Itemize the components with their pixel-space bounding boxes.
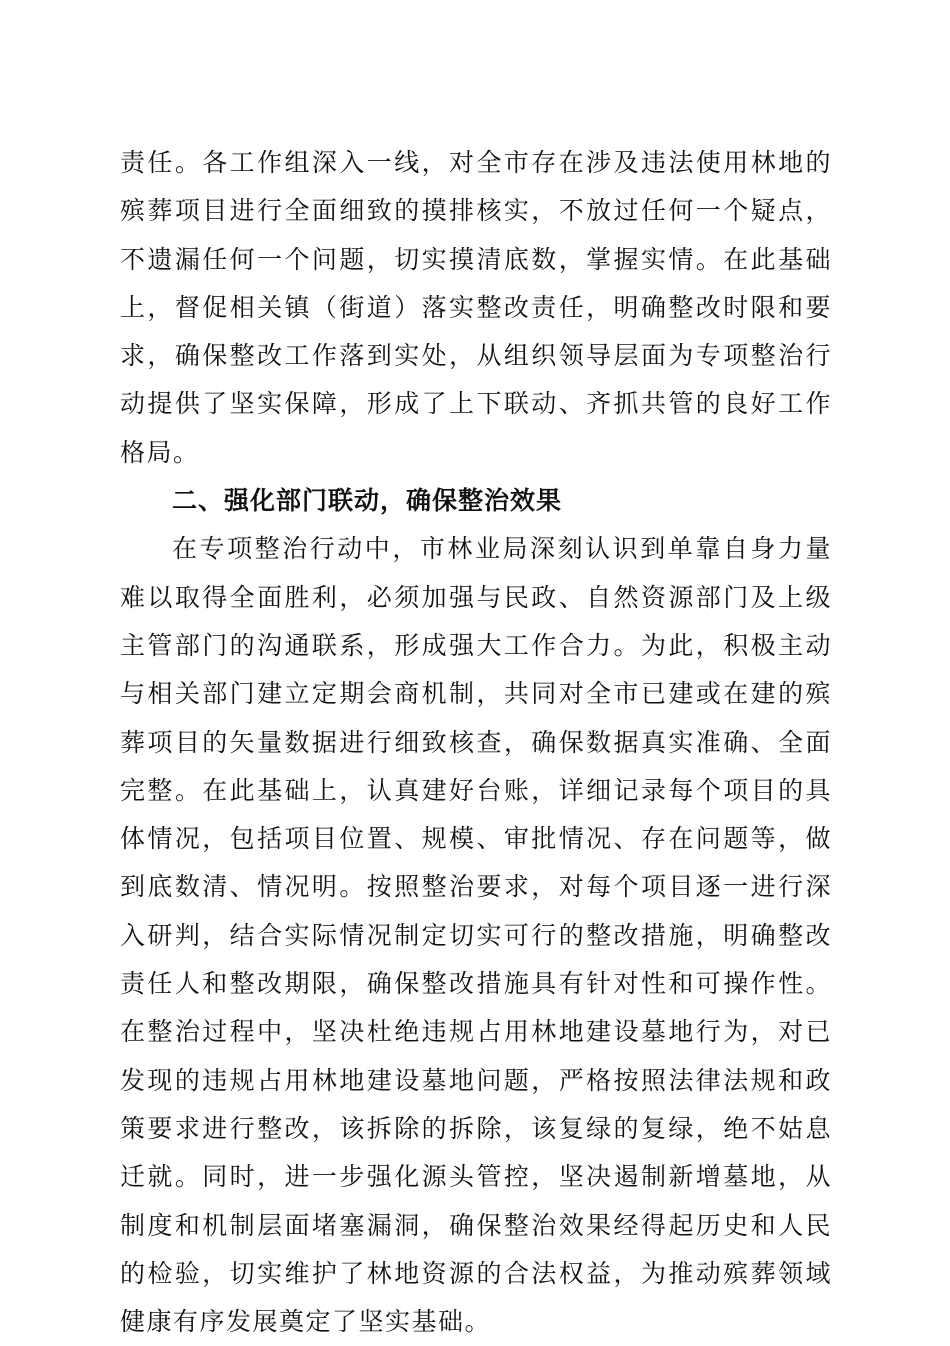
document-body [120,139,832,1346]
section-heading: 二、强化部门联动，确保整治效果 [172,486,563,516]
body-paragraph: 在专项整治行动中，市林业局深刻认识到单靠自身力量难以取得全面胜利，必须加强与民政、自然资源部门及上级主管部门的沟通联系，形成强大工作合力。为此，积极主动与相关部门建立定期会商机制，共同对全市已建或在建的殡葬项目的矢量数据进行细致核查，确保数据真实准确、全面完整。在此基础上，认真建好台账，详细记录每个项目的具体情况，包括项目位置、规模、审批情况、存在问题等，做到底数清、情况明。按照整治要求，对每个项目逐一进行深入研判，结合实际情况制定切实可行的整改措施，明确整改责任人和整改期限，确保整改措施具有针对性和可操作性。在整治过程中，坚决杜绝违规占用林地建设墓地行为，对已发现的违规占用林地建设墓地问题，严格按照法律法规和政策要求进行整改，该拆除的拆除，该复绿的复绿，绝不姑息迁就。同时，进一步强化源头管控，坚决遏制新增墓地，从制度和机制层面堵塞漏洞，确保整治效果经得起历史和人民的检验，切实维护了林地资源的合法权益，为推动殡葬领域健康有序发展奠定了坚实基础。 [120,534,832,1337]
body-paragraph-continued: 责任。各工作组深入一线，对全市存在涉及违法使用林地的殡葬项目进行全面细致的摸排核实，不放过任何一个疑点，不遗漏任何一个问题，切实摸清底数，掌握实情。在此基础上，督促相关镇（街道）落实整改责任，明确整改时限和要求，确保整改工作落到实处，从组织领导层面为专项整治行动提供了坚实保障，形成了上下联动、齐抓共管的良好工作格局。 [120,148,832,467]
